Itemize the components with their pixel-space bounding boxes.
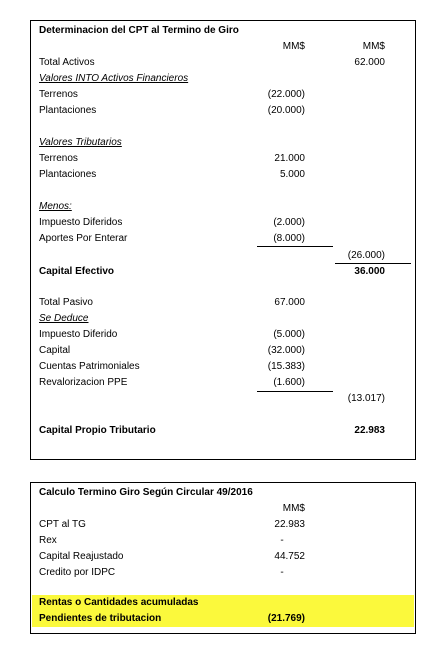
rex-value: - — [280, 535, 284, 546]
total-pasivo-label: Total Pasivo — [39, 297, 93, 308]
rentas-label-line1: Rentas o Cantidades acumuladas — [39, 597, 199, 608]
se-deduce-total-value: (13.017) — [347, 393, 385, 404]
cpt-title: Determinacion del CPT al Termino de Giro — [39, 25, 239, 36]
calculo-title: Calculo Termino Giro Según Circular 49/2016 — [39, 487, 253, 498]
deduce-revalorizacion-label: Revalorizacion PPE — [39, 377, 128, 388]
into-plantaciones-value: (20.000) — [267, 105, 305, 116]
valores-trib-title: Valores Tributarios — [39, 137, 122, 148]
menos-subtotal-rule — [257, 246, 333, 247]
trib-plantaciones-label: Plantaciones — [39, 169, 97, 180]
cpt-tg-value: 22.983 — [274, 519, 305, 530]
menos-aportes-value: (8.000) — [273, 233, 305, 244]
cpt-table — [30, 20, 416, 460]
rex-label: Rex — [39, 535, 57, 546]
menos-impuesto-value: (2.000) — [273, 217, 305, 228]
valores-into-title: Valores INTO Activos Financieros — [39, 73, 189, 84]
total-pasivo-value: 67.000 — [274, 297, 305, 308]
deduce-impuesto-value: (5.000) — [273, 329, 305, 340]
deduce-capital-value: (32.000) — [267, 345, 305, 356]
into-terrenos-value: (22.000) — [267, 89, 305, 100]
capital-propio-label: Capital Propio Tributario — [39, 425, 156, 436]
into-terrenos-label: Terrenos — [39, 89, 78, 100]
capital-efectivo-value: 36.000 — [354, 266, 385, 277]
trib-terrenos-label: Terrenos — [39, 153, 78, 164]
total-activos-label: Total Activos — [39, 57, 95, 68]
calculo-col-header: MM$ — [282, 503, 305, 514]
menos-aportes-label: Aportes Por Enterar — [39, 233, 128, 244]
rentas-value: (21.769) — [267, 613, 305, 624]
trib-terrenos-value: 21.000 — [274, 153, 305, 164]
col1-header: MM$ — [282, 41, 305, 52]
menos-total-value: (26.000) — [347, 250, 385, 261]
credito-idpc-value: - — [280, 567, 284, 578]
deduce-capital-label: Capital — [39, 345, 71, 356]
capital-efectivo-label: Capital Efectivo — [39, 266, 115, 277]
deduce-cuentas-label: Cuentas Patrimoniales — [39, 361, 140, 372]
menos-impuesto-label: Impuesto Diferidos — [39, 217, 123, 228]
cpt-tg-label: CPT al TG — [39, 519, 86, 530]
calculo-table — [30, 482, 416, 634]
capital-propio-value: 22.983 — [354, 425, 385, 436]
deduce-cuentas-value: (15.383) — [267, 361, 305, 372]
trib-plantaciones-value: 5.000 — [279, 169, 305, 180]
col2-header: MM$ — [362, 41, 385, 52]
total-activos-value: 62.000 — [354, 57, 385, 68]
menos-title: Menos: — [39, 201, 72, 212]
capital-reajustado-label: Capital Reajustado — [39, 551, 124, 562]
se-deduce-title: Se Deduce — [39, 313, 89, 324]
credito-idpc-label: Credito por IDPC — [39, 567, 116, 578]
rentas-label-line2: Pendientes de tributacion — [39, 613, 162, 624]
capital-reajustado-value: 44.752 — [274, 551, 305, 562]
deduce-revalorizacion-value: (1.600) — [273, 377, 305, 388]
into-plantaciones-label: Plantaciones — [39, 105, 97, 116]
deduce-impuesto-label: Impuesto Diferido — [39, 329, 118, 340]
